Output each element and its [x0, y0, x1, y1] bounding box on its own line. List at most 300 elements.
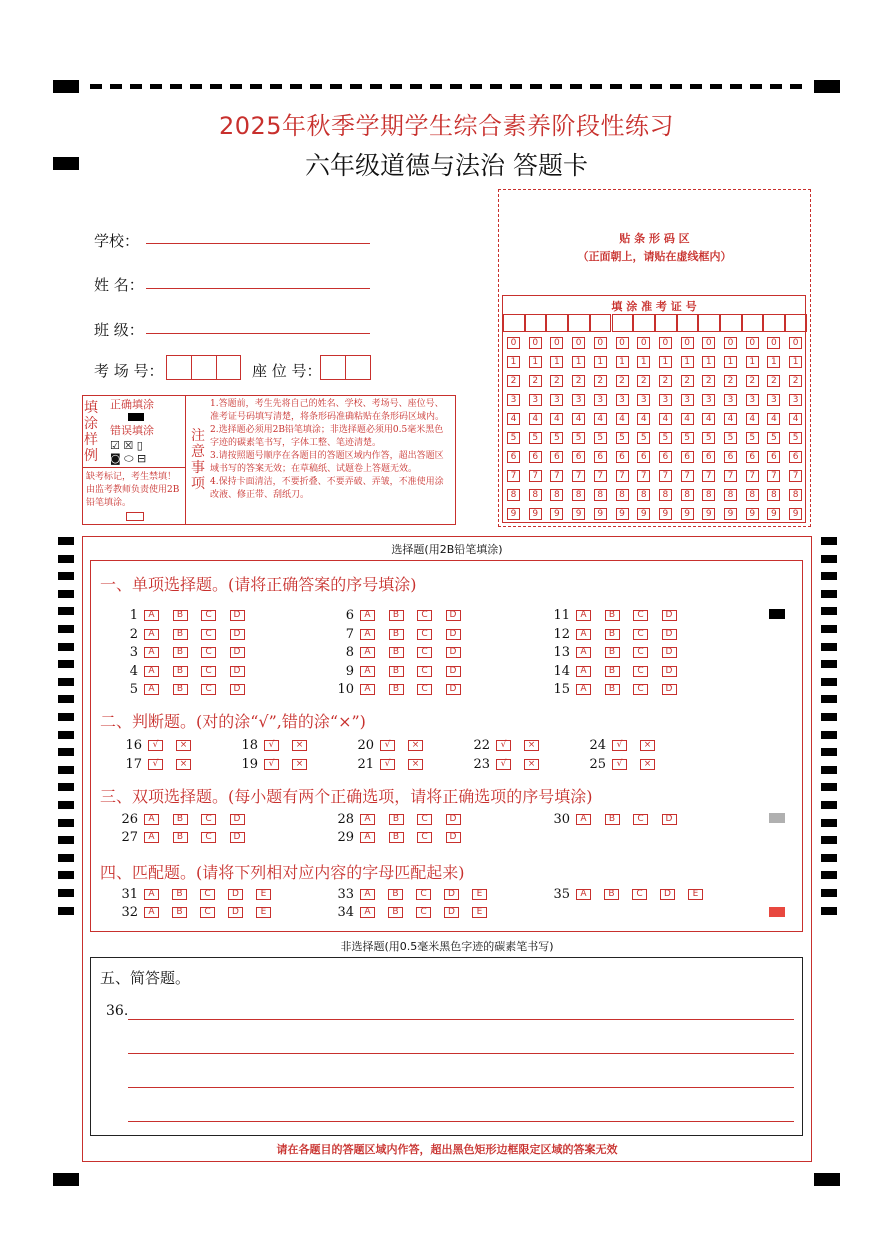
id-digit-bubble[interactable]: 6: [702, 451, 715, 463]
id-digit-bubble[interactable]: 9: [594, 508, 607, 520]
id-digit-bubble[interactable]: 3: [767, 394, 780, 406]
id-digit-bubble[interactable]: 0: [550, 337, 563, 349]
id-digit-bubble[interactable]: 4: [616, 413, 629, 425]
option-bubble[interactable]: A: [144, 629, 159, 640]
timing-dash: [610, 84, 622, 89]
id-digit-bubble[interactable]: 8: [572, 489, 585, 501]
id-digit-bubble[interactable]: 8: [550, 489, 563, 501]
id-digit-bubble[interactable]: 2: [507, 375, 520, 387]
id-digit-bubble[interactable]: 7: [616, 470, 629, 482]
option-bubble[interactable]: E: [256, 889, 271, 900]
question-number: 22: [473, 738, 490, 753]
option-bubble[interactable]: ×: [292, 740, 307, 751]
option-bubble[interactable]: √: [496, 759, 511, 770]
id-digit-bubble[interactable]: 8: [702, 489, 715, 501]
id-digit-bubble[interactable]: 9: [550, 508, 563, 520]
option-bubble[interactable]: C: [416, 907, 431, 918]
option-bubble[interactable]: E: [256, 907, 271, 918]
option-bubble[interactable]: C: [200, 907, 215, 918]
option-bubble[interactable]: ×: [292, 759, 307, 770]
option-bubble[interactable]: D: [230, 647, 245, 658]
option-bubble[interactable]: C: [417, 832, 432, 843]
option-bubble[interactable]: A: [576, 610, 591, 621]
id-digit-bubble[interactable]: 8: [746, 489, 759, 501]
id-digit-bubble[interactable]: 0: [789, 337, 802, 349]
id-digit-bubble[interactable]: 2: [616, 375, 629, 387]
id-write-box[interactable]: [698, 314, 720, 332]
id-digit-bubble[interactable]: 8: [767, 489, 780, 501]
id-digit-bubble[interactable]: 9: [681, 508, 694, 520]
id-digit-bubble[interactable]: 2: [746, 375, 759, 387]
option-bubble[interactable]: √: [612, 740, 627, 751]
id-digit-bubble[interactable]: 2: [767, 375, 780, 387]
id-digit-bubble[interactable]: 1: [572, 356, 585, 368]
id-digit-bubble[interactable]: 4: [746, 413, 759, 425]
option-bubble[interactable]: B: [605, 647, 620, 658]
id-digit-bubble[interactable]: 8: [507, 489, 520, 501]
id-write-box[interactable]: [503, 314, 525, 332]
option-bubble[interactable]: D: [446, 610, 461, 621]
id-digit-bubble[interactable]: 7: [724, 470, 737, 482]
id-digit-bubble[interactable]: 3: [594, 394, 607, 406]
id-digit-bubble[interactable]: 5: [746, 432, 759, 444]
id-digit-bubble[interactable]: 9: [529, 508, 542, 520]
id-digit-bubble[interactable]: 6: [659, 451, 672, 463]
option-bubble[interactable]: C: [201, 647, 216, 658]
id-digit-bubble[interactable]: 9: [507, 508, 520, 520]
id-digit-bubble[interactable]: 3: [572, 394, 585, 406]
id-digit-bubble[interactable]: 4: [789, 413, 802, 425]
id-digit-bubble[interactable]: 9: [616, 508, 629, 520]
option-bubble[interactable]: B: [389, 629, 404, 640]
choice-header: 选择题(用2B铅笔填涂): [391, 543, 503, 556]
id-digit-bubble[interactable]: 6: [529, 451, 542, 463]
id-digit-bubble[interactable]: 1: [746, 356, 759, 368]
option-bubble[interactable]: B: [173, 629, 188, 640]
id-digit-bubble[interactable]: 7: [767, 470, 780, 482]
id-digit-bubble[interactable]: 4: [702, 413, 715, 425]
id-digit-bubble[interactable]: 6: [724, 451, 737, 463]
option-bubble[interactable]: B: [389, 684, 404, 695]
option-bubble[interactable]: A: [360, 684, 375, 695]
id-digit-bubble[interactable]: 3: [789, 394, 802, 406]
option-bubble[interactable]: A: [576, 889, 591, 900]
id-write-box[interactable]: [525, 314, 547, 332]
option-bubble[interactable]: C: [416, 889, 431, 900]
id-write-box[interactable]: [720, 314, 742, 332]
option-bubble[interactable]: B: [605, 666, 620, 677]
option-bubble[interactable]: D: [662, 647, 677, 658]
id-digit-bubble[interactable]: 1: [637, 356, 650, 368]
id-digit-bubble[interactable]: 4: [724, 413, 737, 425]
id-digit-bubble[interactable]: 1: [550, 356, 563, 368]
option-bubble[interactable]: B: [605, 629, 620, 640]
option-bubble[interactable]: C: [201, 684, 216, 695]
option-bubble[interactable]: C: [417, 610, 432, 621]
name-input[interactable]: [146, 288, 370, 289]
id-digit-bubble[interactable]: 9: [746, 508, 759, 520]
option-bubble[interactable]: C: [417, 629, 432, 640]
option-bubble[interactable]: √: [264, 740, 279, 751]
option-bubble[interactable]: B: [605, 684, 620, 695]
id-digit-bubble[interactable]: 7: [529, 470, 542, 482]
id-digit-bubble[interactable]: 9: [724, 508, 737, 520]
id-digit-bubble[interactable]: 2: [681, 375, 694, 387]
id-digit-bubble[interactable]: 6: [746, 451, 759, 463]
id-digit-bubble[interactable]: 0: [746, 337, 759, 349]
id-digit-bubble[interactable]: 3: [724, 394, 737, 406]
option-bubble[interactable]: B: [173, 814, 188, 825]
id-digit-bubble[interactable]: 2: [659, 375, 672, 387]
id-digit-bubble[interactable]: 5: [702, 432, 715, 444]
option-bubble[interactable]: C: [633, 647, 648, 658]
option-bubble[interactable]: √: [148, 740, 163, 751]
option-bubble[interactable]: A: [360, 889, 375, 900]
option-bubble[interactable]: A: [576, 647, 591, 658]
id-digit-bubble[interactable]: 8: [659, 489, 672, 501]
option-bubble[interactable]: C: [633, 629, 648, 640]
id-digit-bubble[interactable]: 8: [594, 489, 607, 501]
id-digit-bubble[interactable]: 9: [789, 508, 802, 520]
option-bubble[interactable]: D: [446, 814, 461, 825]
id-digit-bubble[interactable]: 8: [637, 489, 650, 501]
option-bubble[interactable]: B: [389, 832, 404, 843]
option-bubble[interactable]: C: [632, 889, 647, 900]
option-bubble[interactable]: A: [144, 684, 159, 695]
option-bubble[interactable]: C: [201, 832, 216, 843]
option-bubble[interactable]: D: [662, 684, 677, 695]
id-digit-bubble[interactable]: 2: [637, 375, 650, 387]
id-digit-bubble[interactable]: 5: [637, 432, 650, 444]
timing-dash: [350, 84, 362, 89]
id-digit-bubble[interactable]: 9: [637, 508, 650, 520]
id-digit-bubble[interactable]: 3: [702, 394, 715, 406]
option-bubble[interactable]: D: [660, 889, 675, 900]
id-digit-bubble[interactable]: 4: [659, 413, 672, 425]
id-digit-bubble[interactable]: 0: [616, 337, 629, 349]
id-digit-bubble[interactable]: 8: [681, 489, 694, 501]
option-bubble[interactable]: C: [417, 666, 432, 677]
id-digit-bubble[interactable]: 6: [637, 451, 650, 463]
id-digit-bubble[interactable]: 7: [659, 470, 672, 482]
id-digit-bubble[interactable]: 5: [724, 432, 737, 444]
id-write-box[interactable]: [763, 314, 785, 332]
option-bubble[interactable]: B: [389, 647, 404, 658]
option-bubble[interactable]: D: [444, 907, 459, 918]
id-digit-bubble[interactable]: 1: [789, 356, 802, 368]
option-bubble[interactable]: √: [148, 759, 163, 770]
id-digit-bubble[interactable]: 5: [659, 432, 672, 444]
option-bubble[interactable]: D: [446, 666, 461, 677]
option-bubble[interactable]: B: [173, 610, 188, 621]
id-digit-bubble[interactable]: 1: [507, 356, 520, 368]
id-digit-bubble[interactable]: 7: [550, 470, 563, 482]
option-bubble[interactable]: A: [576, 814, 591, 825]
option-bubble[interactable]: A: [360, 832, 375, 843]
answer-line[interactable]: [128, 1087, 794, 1088]
option-bubble[interactable]: ×: [640, 759, 655, 770]
option-bubble[interactable]: ×: [640, 740, 655, 751]
option-bubble[interactable]: ×: [176, 759, 191, 770]
option-bubble[interactable]: D: [228, 889, 243, 900]
option-bubble[interactable]: C: [417, 684, 432, 695]
id-digit-bubble[interactable]: 2: [789, 375, 802, 387]
id-digit-bubble[interactable]: 7: [594, 470, 607, 482]
id-digit-bubble[interactable]: 0: [767, 337, 780, 349]
id-digit-bubble[interactable]: 1: [594, 356, 607, 368]
option-bubble[interactable]: A: [360, 647, 375, 658]
option-bubble[interactable]: D: [230, 832, 245, 843]
option-bubble[interactable]: ×: [176, 740, 191, 751]
option-bubble[interactable]: C: [201, 814, 216, 825]
option-bubble[interactable]: B: [388, 889, 403, 900]
option-bubble[interactable]: B: [173, 647, 188, 658]
id-digit-bubble[interactable]: 8: [616, 489, 629, 501]
id-digit-bubble[interactable]: 4: [767, 413, 780, 425]
id-digit-bubble[interactable]: 5: [529, 432, 542, 444]
option-bubble[interactable]: B: [172, 907, 187, 918]
id-digit-bubble[interactable]: 5: [594, 432, 607, 444]
option-bubble[interactable]: B: [604, 889, 619, 900]
option-bubble[interactable]: C: [200, 889, 215, 900]
id-digit-bubble[interactable]: 6: [789, 451, 802, 463]
option-bubble[interactable]: ×: [408, 759, 423, 770]
option-bubble[interactable]: A: [144, 610, 159, 621]
option-bubble[interactable]: D: [662, 666, 677, 677]
option-bubble[interactable]: D: [446, 832, 461, 843]
option-bubble[interactable]: B: [605, 814, 620, 825]
option-bubble[interactable]: B: [605, 610, 620, 621]
option-bubble[interactable]: B: [173, 684, 188, 695]
option-bubble[interactable]: C: [633, 814, 648, 825]
absent-mark-box[interactable]: [126, 512, 144, 521]
option-bubble[interactable]: √: [496, 740, 511, 751]
option-bubble[interactable]: C: [201, 610, 216, 621]
option-bubble[interactable]: A: [360, 610, 375, 621]
timing-mark: [821, 871, 837, 879]
id-digit-bubble[interactable]: 7: [572, 470, 585, 482]
id-digit-bubble[interactable]: 4: [529, 413, 542, 425]
option-bubble[interactable]: B: [388, 907, 403, 918]
id-digit-bubble[interactable]: 1: [659, 356, 672, 368]
id-write-box[interactable]: [742, 314, 764, 332]
id-digit-bubble[interactable]: 3: [616, 394, 629, 406]
id-write-box[interactable]: [590, 314, 612, 332]
timing-dash: [130, 84, 142, 89]
id-digit-bubble[interactable]: 1: [616, 356, 629, 368]
id-digit-bubble[interactable]: 7: [789, 470, 802, 482]
option-bubble[interactable]: E: [472, 907, 487, 918]
timing-mark: [821, 748, 837, 756]
option-bubble[interactable]: A: [576, 666, 591, 677]
id-digit-bubble[interactable]: 3: [529, 394, 542, 406]
id-digit-bubble[interactable]: 3: [659, 394, 672, 406]
class-label: 班 级：: [94, 321, 144, 339]
option-bubble[interactable]: C: [633, 666, 648, 677]
option-bubble[interactable]: D: [444, 889, 459, 900]
option-bubble[interactable]: A: [144, 889, 159, 900]
option-bubble[interactable]: √: [612, 759, 627, 770]
option-bubble[interactable]: C: [633, 610, 648, 621]
id-digit-bubble[interactable]: 5: [507, 432, 520, 444]
option-bubble[interactable]: E: [688, 889, 703, 900]
id-digit-bubble[interactable]: 0: [529, 337, 542, 349]
id-digit-bubble[interactable]: 9: [767, 508, 780, 520]
option-bubble[interactable]: D: [662, 610, 677, 621]
id-digit-bubble[interactable]: 5: [681, 432, 694, 444]
id-digit-bubble[interactable]: 4: [507, 413, 520, 425]
id-digit-bubble[interactable]: 7: [507, 470, 520, 482]
option-bubble[interactable]: D: [228, 907, 243, 918]
id-digit-bubble[interactable]: 2: [724, 375, 737, 387]
option-bubble[interactable]: ×: [524, 740, 539, 751]
id-digit-bubble[interactable]: 3: [637, 394, 650, 406]
option-bubble[interactable]: E: [472, 889, 487, 900]
id-digit-bubble[interactable]: 8: [789, 489, 802, 501]
option-bubble[interactable]: C: [201, 666, 216, 677]
id-digit-bubble[interactable]: 1: [767, 356, 780, 368]
option-bubble[interactable]: A: [144, 814, 159, 825]
answer-line[interactable]: [128, 1121, 794, 1122]
option-bubble[interactable]: A: [144, 907, 159, 918]
id-digit-bubble[interactable]: 3: [550, 394, 563, 406]
id-digit-bubble[interactable]: 6: [767, 451, 780, 463]
option-bubble[interactable]: D: [230, 610, 245, 621]
timing-mark: [821, 907, 837, 915]
room-number-boxes[interactable]: [166, 355, 241, 380]
id-digit-bubble[interactable]: 5: [616, 432, 629, 444]
id-digit-bubble[interactable]: 3: [746, 394, 759, 406]
option-bubble[interactable]: D: [230, 684, 245, 695]
id-digit-bubble[interactable]: 4: [637, 413, 650, 425]
id-digit-bubble[interactable]: 4: [572, 413, 585, 425]
answer-line[interactable]: [128, 1053, 794, 1054]
id-digit-bubble[interactable]: 6: [594, 451, 607, 463]
answer-line[interactable]: [128, 1019, 794, 1020]
id-digit-bubble[interactable]: 1: [724, 356, 737, 368]
id-digit-bubble[interactable]: 2: [572, 375, 585, 387]
option-bubble[interactable]: √: [380, 740, 395, 751]
id-write-box[interactable]: [568, 314, 590, 332]
option-bubble[interactable]: C: [633, 684, 648, 695]
option-bubble[interactable]: B: [173, 666, 188, 677]
id-digit-bubble[interactable]: 4: [550, 413, 563, 425]
option-bubble[interactable]: C: [417, 814, 432, 825]
id-write-box[interactable]: [677, 314, 699, 332]
id-digit-bubble[interactable]: 6: [550, 451, 563, 463]
option-bubble[interactable]: D: [446, 629, 461, 640]
option-bubble[interactable]: A: [360, 666, 375, 677]
id-digit-bubble[interactable]: 2: [550, 375, 563, 387]
option-bubble[interactable]: C: [417, 647, 432, 658]
id-digit-bubble[interactable]: 7: [637, 470, 650, 482]
id-digit-bubble[interactable]: 5: [550, 432, 563, 444]
id-digit-bubble[interactable]: 6: [572, 451, 585, 463]
id-digit-bubble[interactable]: 5: [572, 432, 585, 444]
id-digit-bubble[interactable]: 0: [572, 337, 585, 349]
option-bubble[interactable]: D: [446, 684, 461, 695]
id-digit-bubble[interactable]: 0: [724, 337, 737, 349]
option-bubble[interactable]: A: [360, 907, 375, 918]
option-bubble[interactable]: A: [144, 666, 159, 677]
id-digit-bubble[interactable]: 2: [594, 375, 607, 387]
option-bubble[interactable]: B: [389, 814, 404, 825]
option-bubble[interactable]: B: [173, 832, 188, 843]
option-bubble[interactable]: D: [446, 647, 461, 658]
id-write-box[interactable]: [785, 314, 807, 332]
id-digit-bubble[interactable]: 7: [746, 470, 759, 482]
option-bubble[interactable]: D: [230, 629, 245, 640]
option-bubble[interactable]: ×: [524, 759, 539, 770]
id-digit-bubble[interactable]: 6: [681, 451, 694, 463]
correct-fill-sample: [128, 413, 144, 421]
id-write-box[interactable]: [612, 314, 634, 332]
option-bubble[interactable]: √: [380, 759, 395, 770]
id-digit-bubble[interactable]: 1: [681, 356, 694, 368]
option-bubble[interactable]: A: [144, 832, 159, 843]
option-bubble[interactable]: B: [172, 889, 187, 900]
option-bubble[interactable]: A: [360, 629, 375, 640]
id-digit-bubble[interactable]: 9: [572, 508, 585, 520]
option-bubble[interactable]: A: [144, 647, 159, 658]
id-digit-bubble[interactable]: 1: [529, 356, 542, 368]
id-digit-bubble[interactable]: 0: [637, 337, 650, 349]
id-digit-bubble[interactable]: 0: [659, 337, 672, 349]
option-bubble[interactable]: A: [576, 629, 591, 640]
seat-number-boxes[interactable]: [320, 355, 371, 380]
id-digit-bubble[interactable]: 4: [681, 413, 694, 425]
id-digit-bubble[interactable]: 6: [616, 451, 629, 463]
id-digit-bubble[interactable]: 2: [529, 375, 542, 387]
id-digit-bubble[interactable]: 6: [507, 451, 520, 463]
id-digit-bubble[interactable]: 9: [702, 508, 715, 520]
id-digit-bubble[interactable]: 2: [702, 375, 715, 387]
school-input[interactable]: [146, 243, 370, 244]
option-bubble[interactable]: C: [201, 629, 216, 640]
id-write-box[interactable]: [655, 314, 677, 332]
option-bubble[interactable]: ×: [408, 740, 423, 751]
option-bubble[interactable]: √: [264, 759, 279, 770]
id-write-box[interactable]: [633, 314, 655, 332]
id-digit-bubble[interactable]: 0: [681, 337, 694, 349]
id-digit-bubble[interactable]: 7: [681, 470, 694, 482]
id-write-box[interactable]: [546, 314, 568, 332]
option-bubble[interactable]: D: [230, 814, 245, 825]
id-digit-bubble[interactable]: 3: [507, 394, 520, 406]
id-digit-bubble[interactable]: 9: [659, 508, 672, 520]
class-input[interactable]: [146, 333, 370, 334]
id-digit-bubble[interactable]: 7: [702, 470, 715, 482]
section4-title: 四、匹配题。(请将下列相对应内容的字母匹配起来): [100, 863, 465, 882]
id-digit-bubble[interactable]: 0: [507, 337, 520, 349]
id-digit-bubble[interactable]: 3: [681, 394, 694, 406]
id-digit-bubble[interactable]: 8: [724, 489, 737, 501]
id-digit-bubble[interactable]: 5: [789, 432, 802, 444]
option-bubble[interactable]: D: [230, 666, 245, 677]
option-bubble[interactable]: D: [662, 814, 677, 825]
id-digit-bubble[interactable]: 0: [594, 337, 607, 349]
id-digit-bubble[interactable]: 8: [529, 489, 542, 501]
option-bubble[interactable]: B: [389, 610, 404, 621]
option-bubble[interactable]: D: [662, 629, 677, 640]
option-bubble[interactable]: A: [576, 684, 591, 695]
id-digit-bubble[interactable]: 5: [767, 432, 780, 444]
id-digit-bubble[interactable]: 4: [594, 413, 607, 425]
id-digit-bubble[interactable]: 0: [702, 337, 715, 349]
option-bubble[interactable]: A: [360, 814, 375, 825]
option-bubble[interactable]: B: [389, 666, 404, 677]
id-digit-bubble[interactable]: 1: [702, 356, 715, 368]
